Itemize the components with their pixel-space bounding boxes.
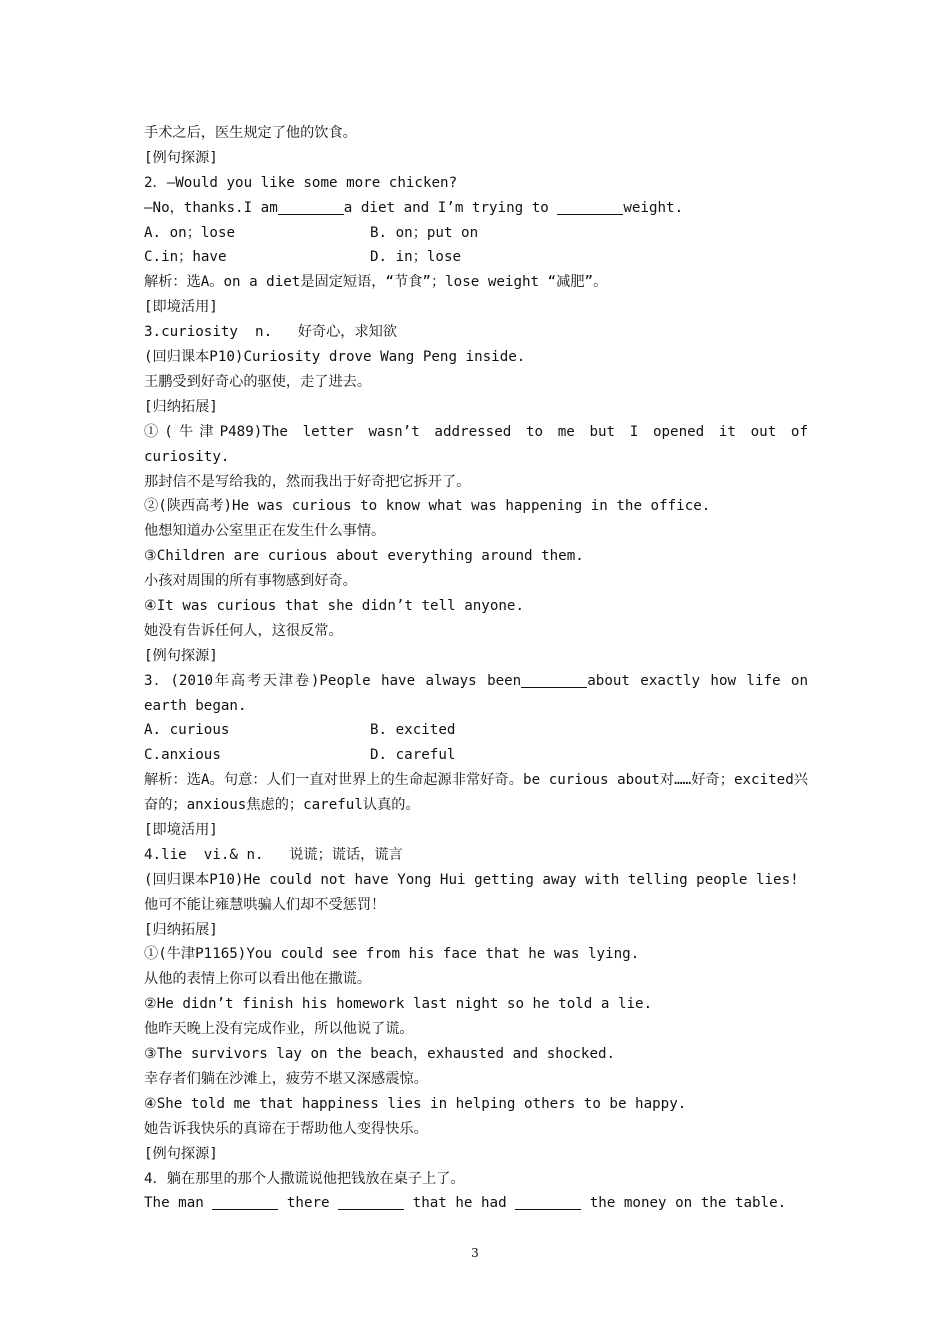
text-line: ②(陕西高考)He was curious to know what was happening in the office. — [144, 498, 711, 515]
text-line: 4．躺在那里的那个人撒谎说他把钱放在桌子上了。 — [144, 1170, 465, 1187]
text-line — [144, 718, 808, 743]
text-line: 解析：选A。句意：人们一直对世界上的生命起源非常好奇。be curious about对……好奇；excited兴奋的；anxious焦虑的；careful认真的。 — [144, 772, 808, 814]
text-fragment: —No，thanks.I am — [144, 199, 278, 216]
text-line: 那封信不是写给我的，然而我出于好奇把它拆开了。 — [144, 473, 471, 490]
text-line: 她没有告诉任何人，这很反常。 — [144, 622, 343, 639]
fill-in-blank — [557, 200, 623, 215]
text-line: 2．—Would you like some more chicken? — [144, 174, 458, 191]
text-line: (回归课本P10)He could not have Yong Hui getting away with telling people lies! — [144, 871, 799, 888]
text-fragment: 3．(2010年高考天津卷)People have always been — [144, 672, 522, 689]
text-line: (回归课本P10)Curiosity drove Wang Peng inside. — [144, 349, 526, 366]
text-line: ②He didn’t finish his homework last night so he told a lie. — [144, 996, 653, 1013]
fill-in-blank — [278, 200, 344, 215]
fill-in-blank — [212, 1195, 278, 1210]
text-fragment: the money on the table. — [581, 1195, 787, 1212]
text-line: 从他的表情上你可以看出他在撒谎。 — [144, 971, 372, 988]
text-line: [即境活用] — [144, 822, 218, 839]
text-line — [144, 196, 808, 221]
text-line: 解析：选A。on a diet是固定短语，“节食”；lose weight “减肥”。 — [144, 274, 608, 291]
answer-option: C.anxious — [144, 747, 221, 764]
text-fragment: that he had — [404, 1195, 516, 1212]
fill-in-blank — [515, 1195, 581, 1210]
fill-in-blank — [521, 673, 587, 688]
answer-option: A. curious — [144, 722, 230, 739]
text-line: 4.lie vi.& n. 说谎；谎话，谎言 — [144, 846, 403, 863]
text-line: 她告诉我快乐的真谛在于帮助他人变得快乐。 — [144, 1120, 428, 1137]
text-line: 手术之后，医生规定了他的饮食。 — [144, 125, 357, 141]
answer-option: B. on；put on — [370, 224, 479, 241]
text-line: [即境活用] — [144, 299, 218, 316]
text-fragment: a diet and I’m trying to — [343, 199, 558, 216]
answer-option: C.in；have — [144, 249, 227, 266]
text-line: 王鹏受到好奇心的驱使，走了进去。 — [144, 373, 372, 390]
text-line: 他可不能让雍慧哄骗人们却不受惩罚！ — [144, 896, 386, 913]
document-body — [144, 121, 808, 1216]
text-line: ③The survivors lay on the beach，exhausted and shocked. — [144, 1046, 616, 1063]
text-line — [144, 1191, 808, 1216]
text-fragment: about exactly how life on earth began. — [144, 672, 808, 714]
text-line: [归纳拓展] — [144, 398, 218, 415]
text-line: ①(牛津P1165)You could see from his face that he was lying. — [144, 946, 640, 963]
text-line: [例句探源] — [144, 1145, 218, 1162]
text-line: 他昨天晚上没有完成作业，所以他说了谎。 — [144, 1021, 414, 1038]
text-line — [144, 669, 808, 719]
text-fragment: there — [278, 1195, 339, 1212]
text-line: ①(牛津P489)The letter wasn’t addressed to me but I opened it out of curiosity. — [144, 423, 808, 465]
text-line: ③Children are curious about everything around them. — [144, 548, 584, 565]
answer-option: A. on；lose — [144, 224, 236, 241]
text-fragment: weight. — [623, 199, 684, 216]
text-line: [归纳拓展] — [144, 921, 218, 938]
fill-in-blank — [338, 1195, 404, 1210]
text-line: 3.curiosity n. 好奇心，求知欲 — [144, 324, 398, 341]
text-line: ④It was curious that she didn’t tell anyone. — [144, 597, 525, 614]
text-line: 幸存者们躺在沙滩上，疲劳不堪又深感震惊。 — [144, 1070, 428, 1087]
text-line — [144, 743, 808, 768]
answer-option: D. in；lose — [370, 249, 462, 266]
text-line — [144, 221, 808, 246]
answer-option: B. excited — [370, 722, 456, 739]
text-line: ④She told me that happiness lies in helping others to be happy. — [144, 1095, 687, 1112]
text-fragment: The man — [144, 1195, 213, 1212]
page-number: 3 — [471, 1246, 479, 1260]
text-line: [例句探源] — [144, 149, 218, 166]
text-line: [例句探源] — [144, 647, 218, 664]
text-line — [144, 245, 808, 270]
answer-option: D. careful — [370, 747, 456, 764]
text-line: 小孩对周围的所有事物感到好奇。 — [144, 573, 357, 590]
text-line: 他想知道办公室里正在发生什么事情。 — [144, 523, 386, 540]
